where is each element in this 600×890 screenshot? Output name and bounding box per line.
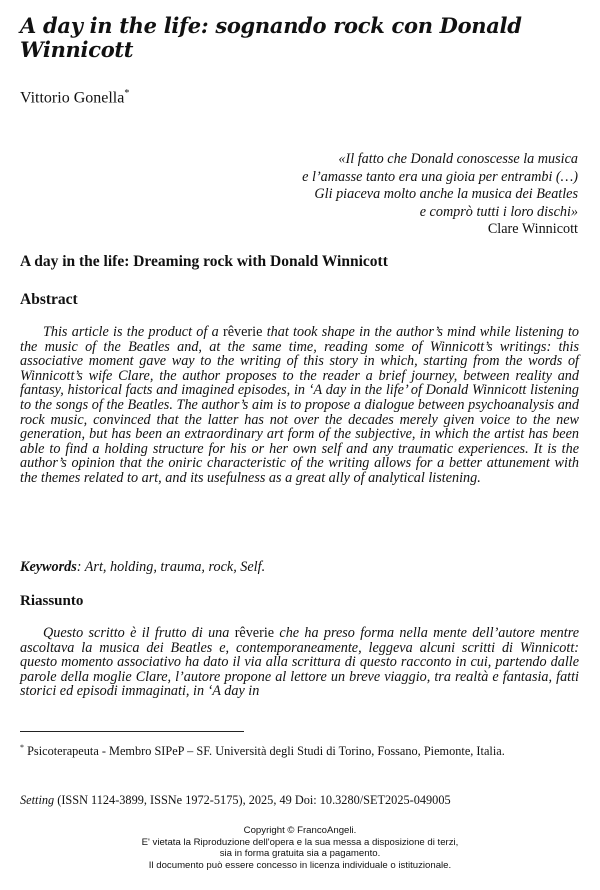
abstract-text [20, 325, 579, 486]
riassunto-text-start: Questo scritto è il frutto di una [43, 625, 235, 641]
author-name-text: Vittorio Gonella [20, 89, 125, 107]
keywords-label: Keywords [20, 559, 77, 575]
keywords-values: : Art, holding, trauma, rock, Self. [76, 559, 266, 575]
copyright-line: sia in forma gratuita sia a pagamento. [219, 848, 381, 860]
author-footnote-mark[interactable]: * [124, 88, 130, 99]
abstract-reverie-term: rêverie [223, 324, 263, 340]
epigraph [178, 151, 578, 239]
riassunto-text-rest: che ha preso forma nella mente dell’autore mentre ascoltava la musica dei Beatles e, contemporaneamente, leggeva alcuni scritti di Winnicott: questo momento associativo ha dato il via alla scrittura di questo racconto in cui, partendo dalle parole della moglie Clare, l’autore propone al lettore un breve viaggio, tra realtà e fantasia, fatti storici ed episodi immaginati, in ‘A day in [20, 625, 579, 700]
epigraph-line: e comprò tutti i loro dischi» [419, 203, 578, 220]
copyright-line: Il documento può essere concesso in licenza individuale o istituzionale. [148, 859, 452, 871]
copyright-notice [0, 825, 600, 871]
riassunto-reverie-term: rêverie [234, 625, 275, 641]
footnote [20, 740, 579, 759]
article-title: A day in the life: sognando rock con Donald Winnicott [20, 13, 522, 62]
footnote-mark: * [20, 743, 24, 752]
riassunto-heading: Riassunto [20, 593, 84, 609]
abstract-text-start: This article is the product of a [43, 324, 224, 340]
footnote-text: Psicoterapeuta - Membro SIPeP – SF. Università degli Studi di Torino, Fossano, Piemonte, Italia. [24, 744, 505, 759]
citation-details: (ISSN 1124-3899, ISSNe 1972-5175), 2025, 49 Doi: 10.3280/SET2025-049005 [54, 793, 451, 807]
epigraph-attribution: Clare Winnicott [487, 221, 578, 238]
copyright-line: Copyright © FrancoAngeli. [243, 825, 357, 836]
footnote-divider [20, 731, 244, 732]
author-name [20, 88, 129, 107]
epigraph-line: Gli piaceva molto anche la musica dei Beatles [314, 186, 578, 203]
journal-citation [20, 793, 451, 808]
abstract-text-rest: that took shape in the author’s mind while listening to the music of the Beatles and, at the same time, reading some of Winnicott’s writings: this associative moment gave way to the writing of this story in which, starting from the words of Winnicott’s wife Clare, the author proposes to the reader a brief journey, between reality and fantasy, historical facts and imagined episodes, in ‘A day in the life’ of Donald Winnicott listening to the songs of the Beatles. The author’s aim is to propose a dialogue between psychoanalysis and rock music, convinced that the latter has not over the decades merely given voice to the new generation, but has been an extraordinary art form of the subjective, in which the artist has been able to find a holding structure for his or her own self and any traumatic experiences. It is the author’s opinion that the oniric characteristic of the writing allows for a better attunement with the themes related to art, and its usefulness as a great ally of analytical listening. [20, 324, 580, 486]
riassunto-text [20, 626, 579, 699]
journal-name: Setting [20, 793, 55, 807]
english-title: A day in the life: Dreaming rock with Donald Winnicott [20, 253, 388, 270]
abstract-heading: Abstract [20, 291, 78, 308]
copyright-line: E' vietata la Riproduzione dell'opera e la sua messa a disposizione di terzi, [141, 836, 459, 848]
epigraph-line: e l’amasse tanto era una gioia per entrambi (…) [302, 168, 578, 185]
keywords [20, 559, 265, 576]
epigraph-line: «Il fatto che Donald conoscesse la musica [338, 151, 578, 167]
